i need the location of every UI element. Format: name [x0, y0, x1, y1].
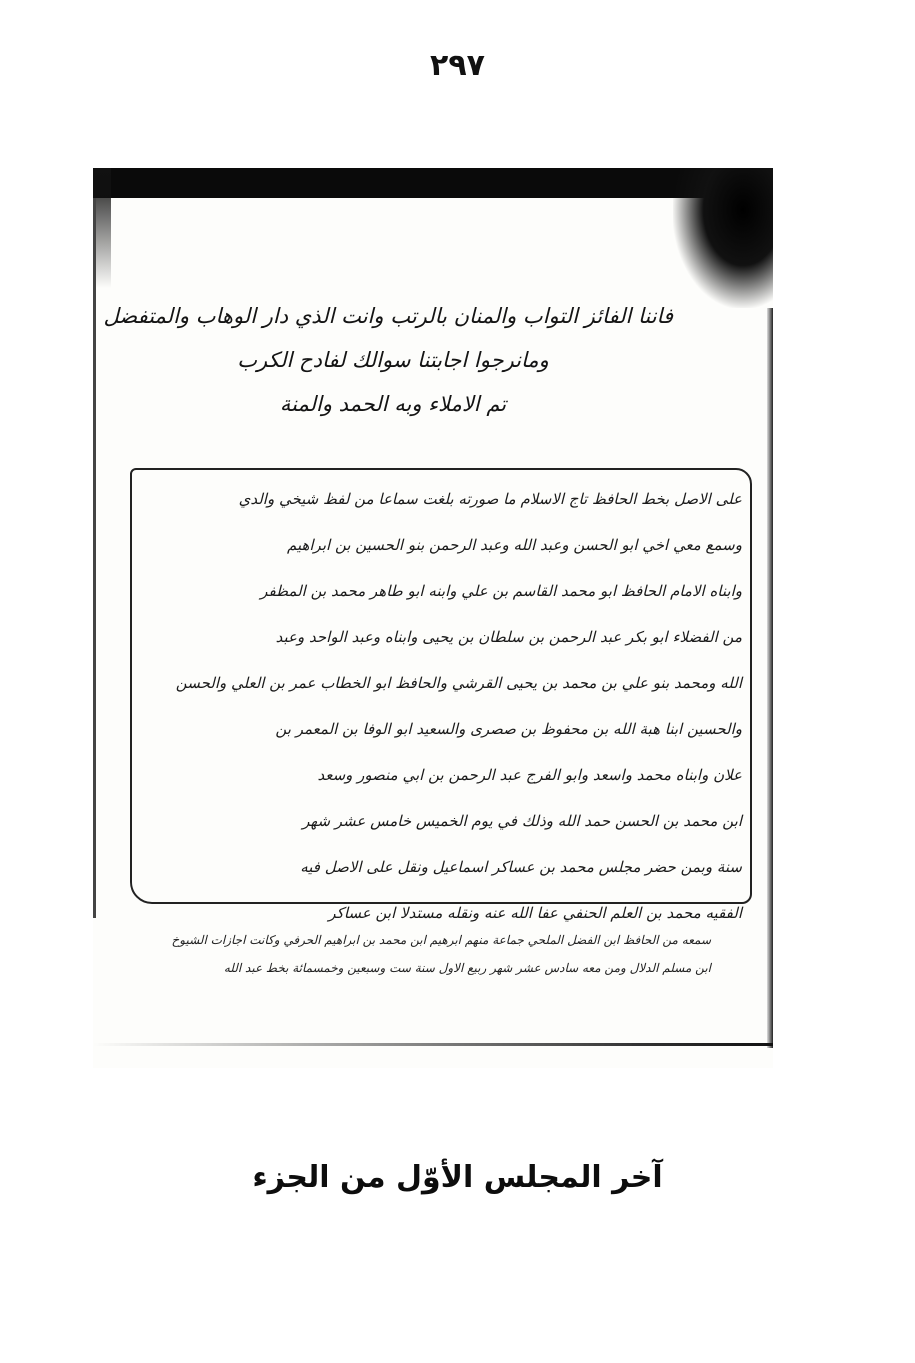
- samaa-line: ابن محمد بن الحسن حمد الله وذلك في يوم الخميس خامس عشر شهر: [302, 812, 742, 830]
- samaa-line: الله ومحمد بنو علي بن محمد بن يحيى القرشي والحافظ ابو الخطاب عمر بن العلي والحسن: [175, 674, 742, 692]
- manuscript-image: [93, 168, 773, 1068]
- manuscript-left-edge: [93, 198, 96, 918]
- footnote-notes: [111, 926, 711, 982]
- footnote-line: ابن مسلم الدلال ومن معه سادس عشر شهر ربيع الاول سنة ست وسبعين وخمسمائة بخط عبد الله: [223, 961, 711, 975]
- manuscript-bottom-edge: [93, 1043, 773, 1046]
- footnote-line: سمعه من الحافظ ابن الفضل الملحي جماعة منهم ابرهيم ابن محمد بن ابراهيم الحرفي وكانت اجازات الشيوخ: [171, 933, 711, 947]
- page-number: ٢٩٧: [430, 48, 485, 83]
- samaa-line: من الفضلاء ابو بكر عبد الرحمن بن سلطان بن يحيى وابناه وعبد الواحد وعبد: [275, 628, 742, 646]
- samaa-certificate-box: [130, 468, 752, 922]
- colophon-line: فاننا الفائز التواب والمنان بالرتب وانت الذي دار الوهاب والمتفضل: [103, 304, 673, 328]
- samaa-line: سنة وبمن حضر مجلس محمد بن عساكر اسماعيل ونقل على الاصل فيه: [300, 858, 742, 876]
- colophon-line: تم الاملاء وبه الحمد والمنة: [279, 392, 507, 416]
- end-caption: آخر المجلس الأوّل من الجزء: [252, 1160, 663, 1195]
- samaa-line: وابناه الامام الحافظ ابو محمد القاسم بن علي وابنه ابو طاهر محمد بن المظفر: [260, 582, 742, 600]
- manuscript-right-edge: [767, 308, 773, 1048]
- manuscript-top-band: [93, 168, 773, 198]
- samaa-line: وسمع معي اخي ابو الحسن وعبد الله وعبد الرحمن بنو الحسين بن ابراهيم: [286, 536, 742, 554]
- manuscript-stain-top-right: [673, 168, 773, 308]
- colophon-line: ومانرجوا اجابتنا سوالك لفادح الكرب: [237, 348, 549, 372]
- colophon: [103, 294, 673, 426]
- samaa-line: علان وابناه محمد واسعد وابو الفرج عبد الرحمن بن ابي منصور وسعد: [317, 766, 742, 784]
- samaa-line: الفقيه محمد بن العلم الحنفي عفا الله عنه ونقله مستدلا ابن عساكر: [328, 904, 742, 922]
- samaa-line: والحسين ابنا هبة الله بن محفوظ بن صصرى والسعيد ابو الوفا بن المعمر بن: [275, 720, 742, 738]
- samaa-line: على الاصل بخط الحافظ تاج الاسلام ما صورته بلغت سماعا من لفظ شيخي والدي: [238, 490, 742, 508]
